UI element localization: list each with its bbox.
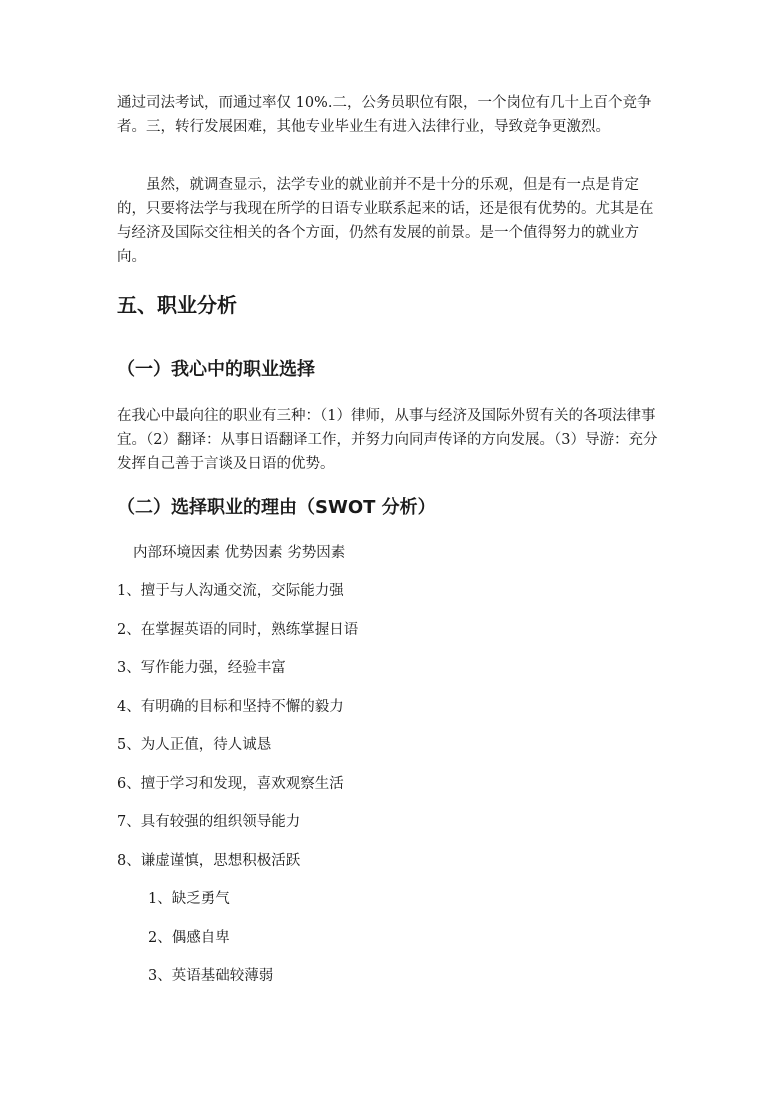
strength-item: 8、谦虚谨慎，思想积极活跃: [117, 853, 301, 869]
weakness-item: 2、偶感自卑: [148, 930, 230, 946]
weakness-item: 1、缺乏勇气: [148, 891, 230, 907]
subsection-1-title: （一）我心中的职业选择: [117, 359, 315, 380]
strength-item: 7、具有较强的组织领导能力: [117, 814, 301, 830]
subsection-2-title: （二）选择职业的理由（SWOT 分析）: [117, 497, 436, 518]
strength-item: 1、擅于与人沟通交流，交际能力强: [117, 583, 344, 599]
strength-item: 6、擅于学习和发现，喜欢观察生活: [117, 776, 344, 792]
strength-item: 4、有明确的目标和坚持不懈的毅力: [117, 699, 344, 715]
intro-paragraph-1: 通过司法考试，而通过率仅 10%.二，公务员职位有限，一个岗位有几十上百个竞争者。三，转行发展困难，其他专业毕业生有进入法律行业，导致竞争更激烈。: [117, 95, 652, 135]
weakness-item: 3、英语基础较薄弱: [148, 968, 274, 984]
swot-header: 内部环境因素 优势因素 劣势因素: [133, 545, 346, 561]
strength-item: 2、在掌握英语的同时，熟练掌握日语: [117, 622, 359, 638]
strength-item: 5、为人正值，待人诚恳: [117, 737, 272, 753]
intro-paragraph-2: 虽然，就调查显示，法学专业的就业前并不是十分的乐观，但是有一点是肯定的，只要将法学与我现在所学的日语专业联系起来的话，还是很有优势的。尤其是在与经济及国际交往相关的各个方面，仍然有发展的前景。是一个值得努力的就业方向。: [117, 177, 654, 265]
strength-item: 3、写作能力强，经验丰富: [117, 660, 286, 676]
section-title: 五、职业分析: [117, 293, 237, 317]
career-choice-paragraph: 在我心中最向往的职业有三种：（1）律师，从事与经济及国际外贸有关的各项法律事宜。（2）翻译：从事日语翻译工作，并努力向同声传译的方向发展。（3）导游：充分发挥自己善于言谈及日语的优势。: [117, 408, 658, 472]
